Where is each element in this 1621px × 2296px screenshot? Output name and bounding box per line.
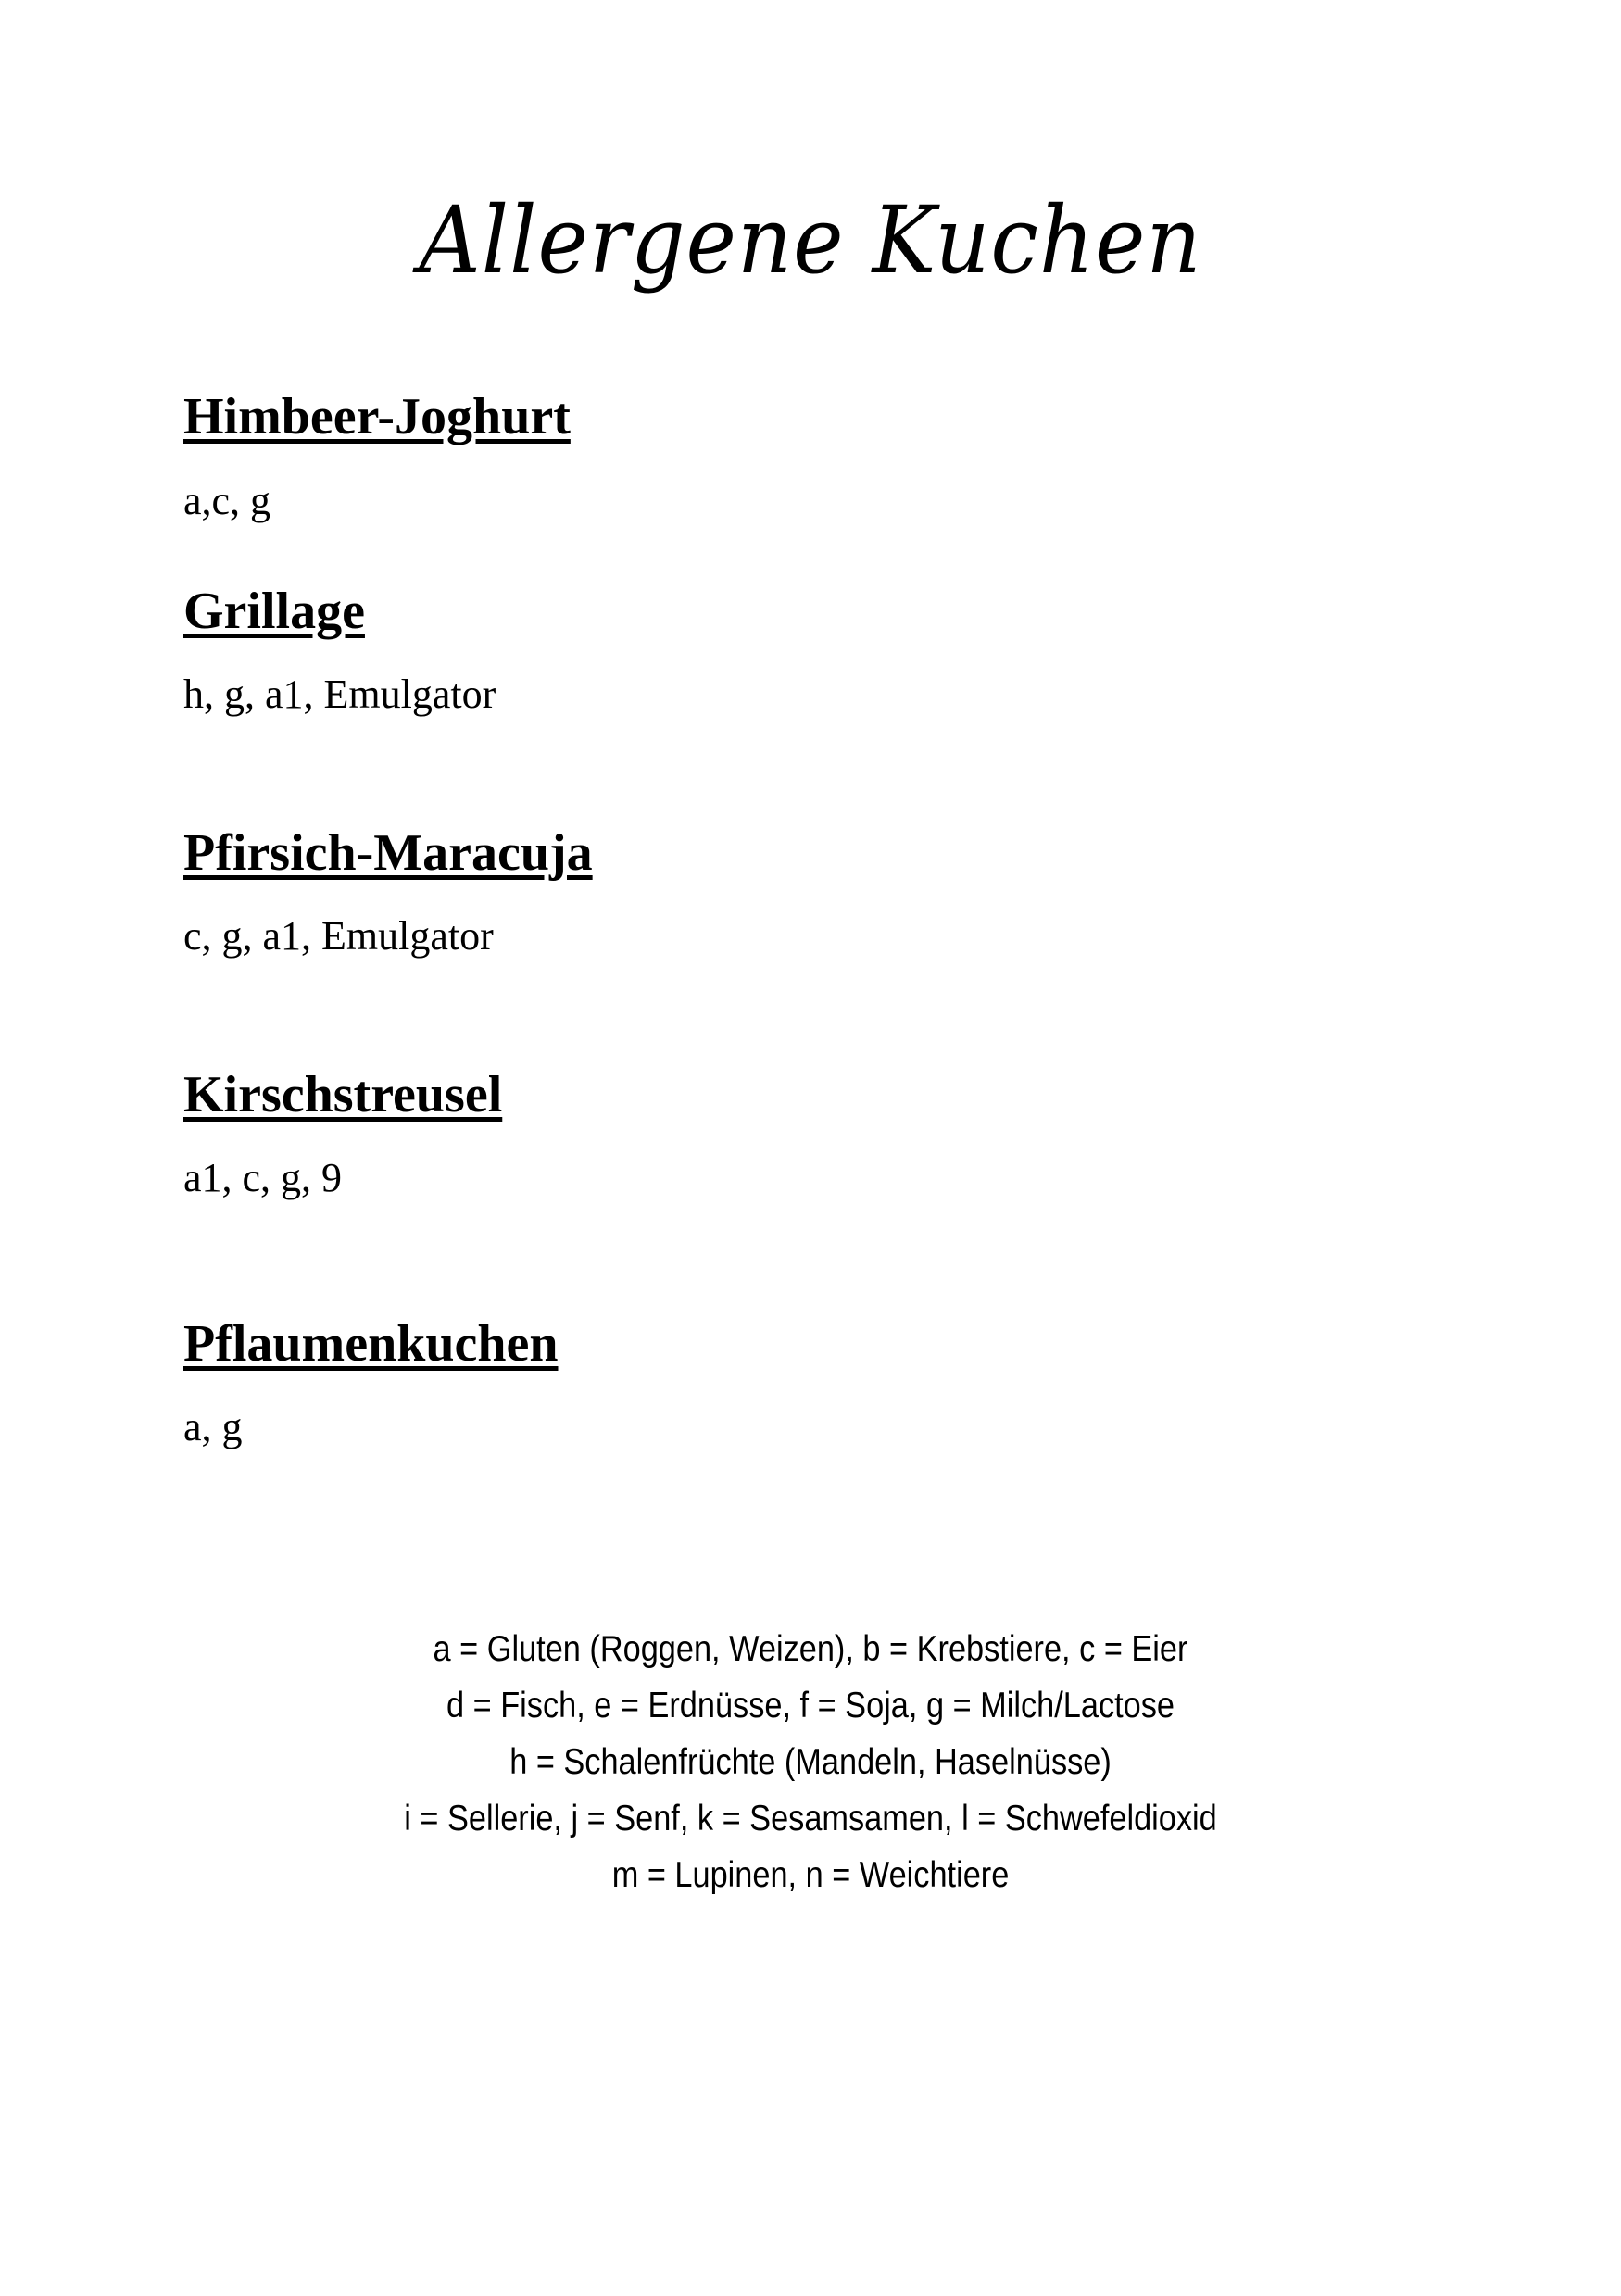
allergen-legend [0,1621,1621,1903]
legend-line: a = Gluten (Roggen, Weizen), b = Krebstiere, c = Eier [433,1629,1188,1669]
cake-name: Pfirsich-Maracuja [183,824,593,882]
cake-name: Pflaumenkuchen [183,1315,559,1373]
cake-allergens: a1, c, g, 9 [183,1155,343,1200]
legend-line: d = Fisch, e = Erdnüsse, f = Soja, g = Milch/Lactose [446,1686,1175,1725]
cake-allergens: h, g, a1, Emulgator [183,671,496,717]
cake-allergens: c, g, a1, Emulgator [183,913,494,959]
cake-allergens: a,c, g [183,478,271,523]
cake-name: Kirschstreusel [183,1066,503,1123]
cake-name: Grillage [183,583,365,640]
cake-name: Himbeer-Joghurt [183,388,571,445]
legend-line: m = Lupinen, n = Weichtiere [611,1855,1010,1895]
legend-line: i = Sellerie, j = Senf, k = Sesamsamen, l = Schwefeldioxid [404,1799,1217,1838]
page-title: Allergene Kuchen [419,186,1202,295]
legend-line: h = Schalenfrüchte (Mandeln, Haselnüsse) [509,1742,1112,1782]
cake-allergens: a, g [183,1404,243,1449]
